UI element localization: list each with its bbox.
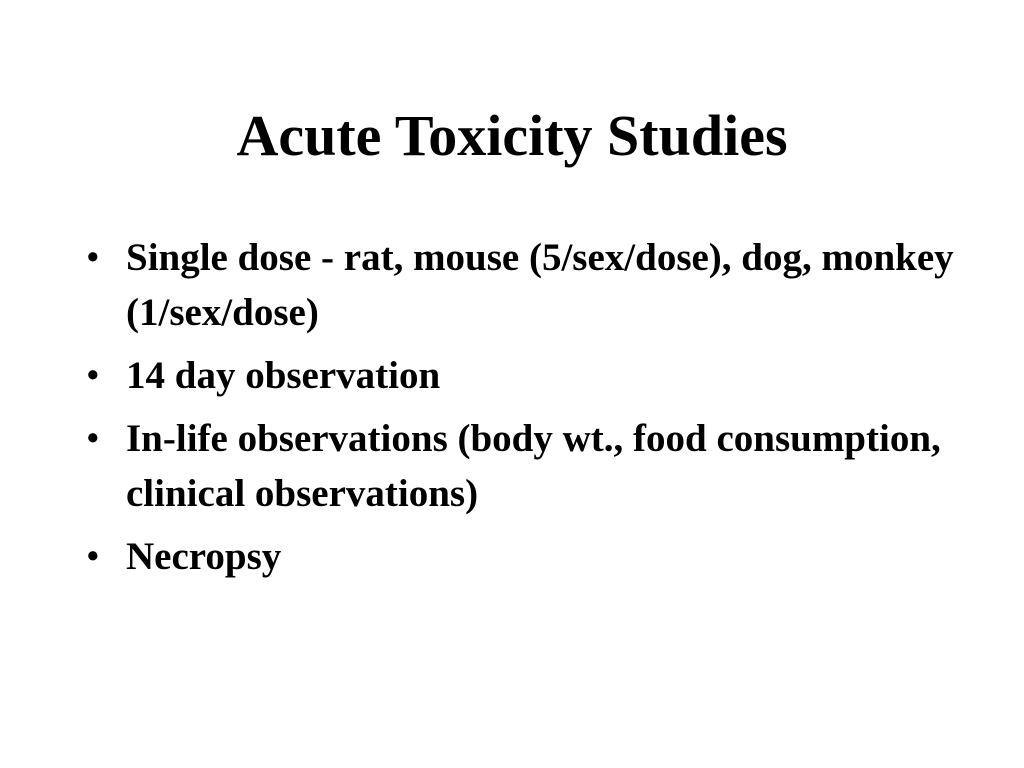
bullet-text: Single dose - rat, mouse (5/sex/dose), dog, monkey (1/sex/dose) bbox=[126, 236, 954, 334]
bullet-item-necropsy bbox=[86, 529, 966, 584]
slide-title: Acute Toxicity Studies bbox=[236, 103, 788, 168]
bullet-dot-icon: • bbox=[86, 417, 100, 460]
bullet-item-single-dose bbox=[86, 230, 966, 340]
bullet-item-in-life bbox=[86, 411, 966, 521]
bullet-dot-icon: • bbox=[86, 236, 100, 279]
bullet-list bbox=[86, 230, 966, 592]
bullet-text: Necropsy bbox=[126, 535, 282, 578]
bullet-item-observation bbox=[86, 348, 966, 403]
bullet-dot-icon: • bbox=[86, 535, 100, 578]
bullet-text: In-life observations (body wt., food consumption, clinical observations) bbox=[126, 417, 941, 515]
bullet-dot-icon: • bbox=[86, 354, 100, 397]
bullet-text: 14 day observation bbox=[126, 354, 441, 397]
